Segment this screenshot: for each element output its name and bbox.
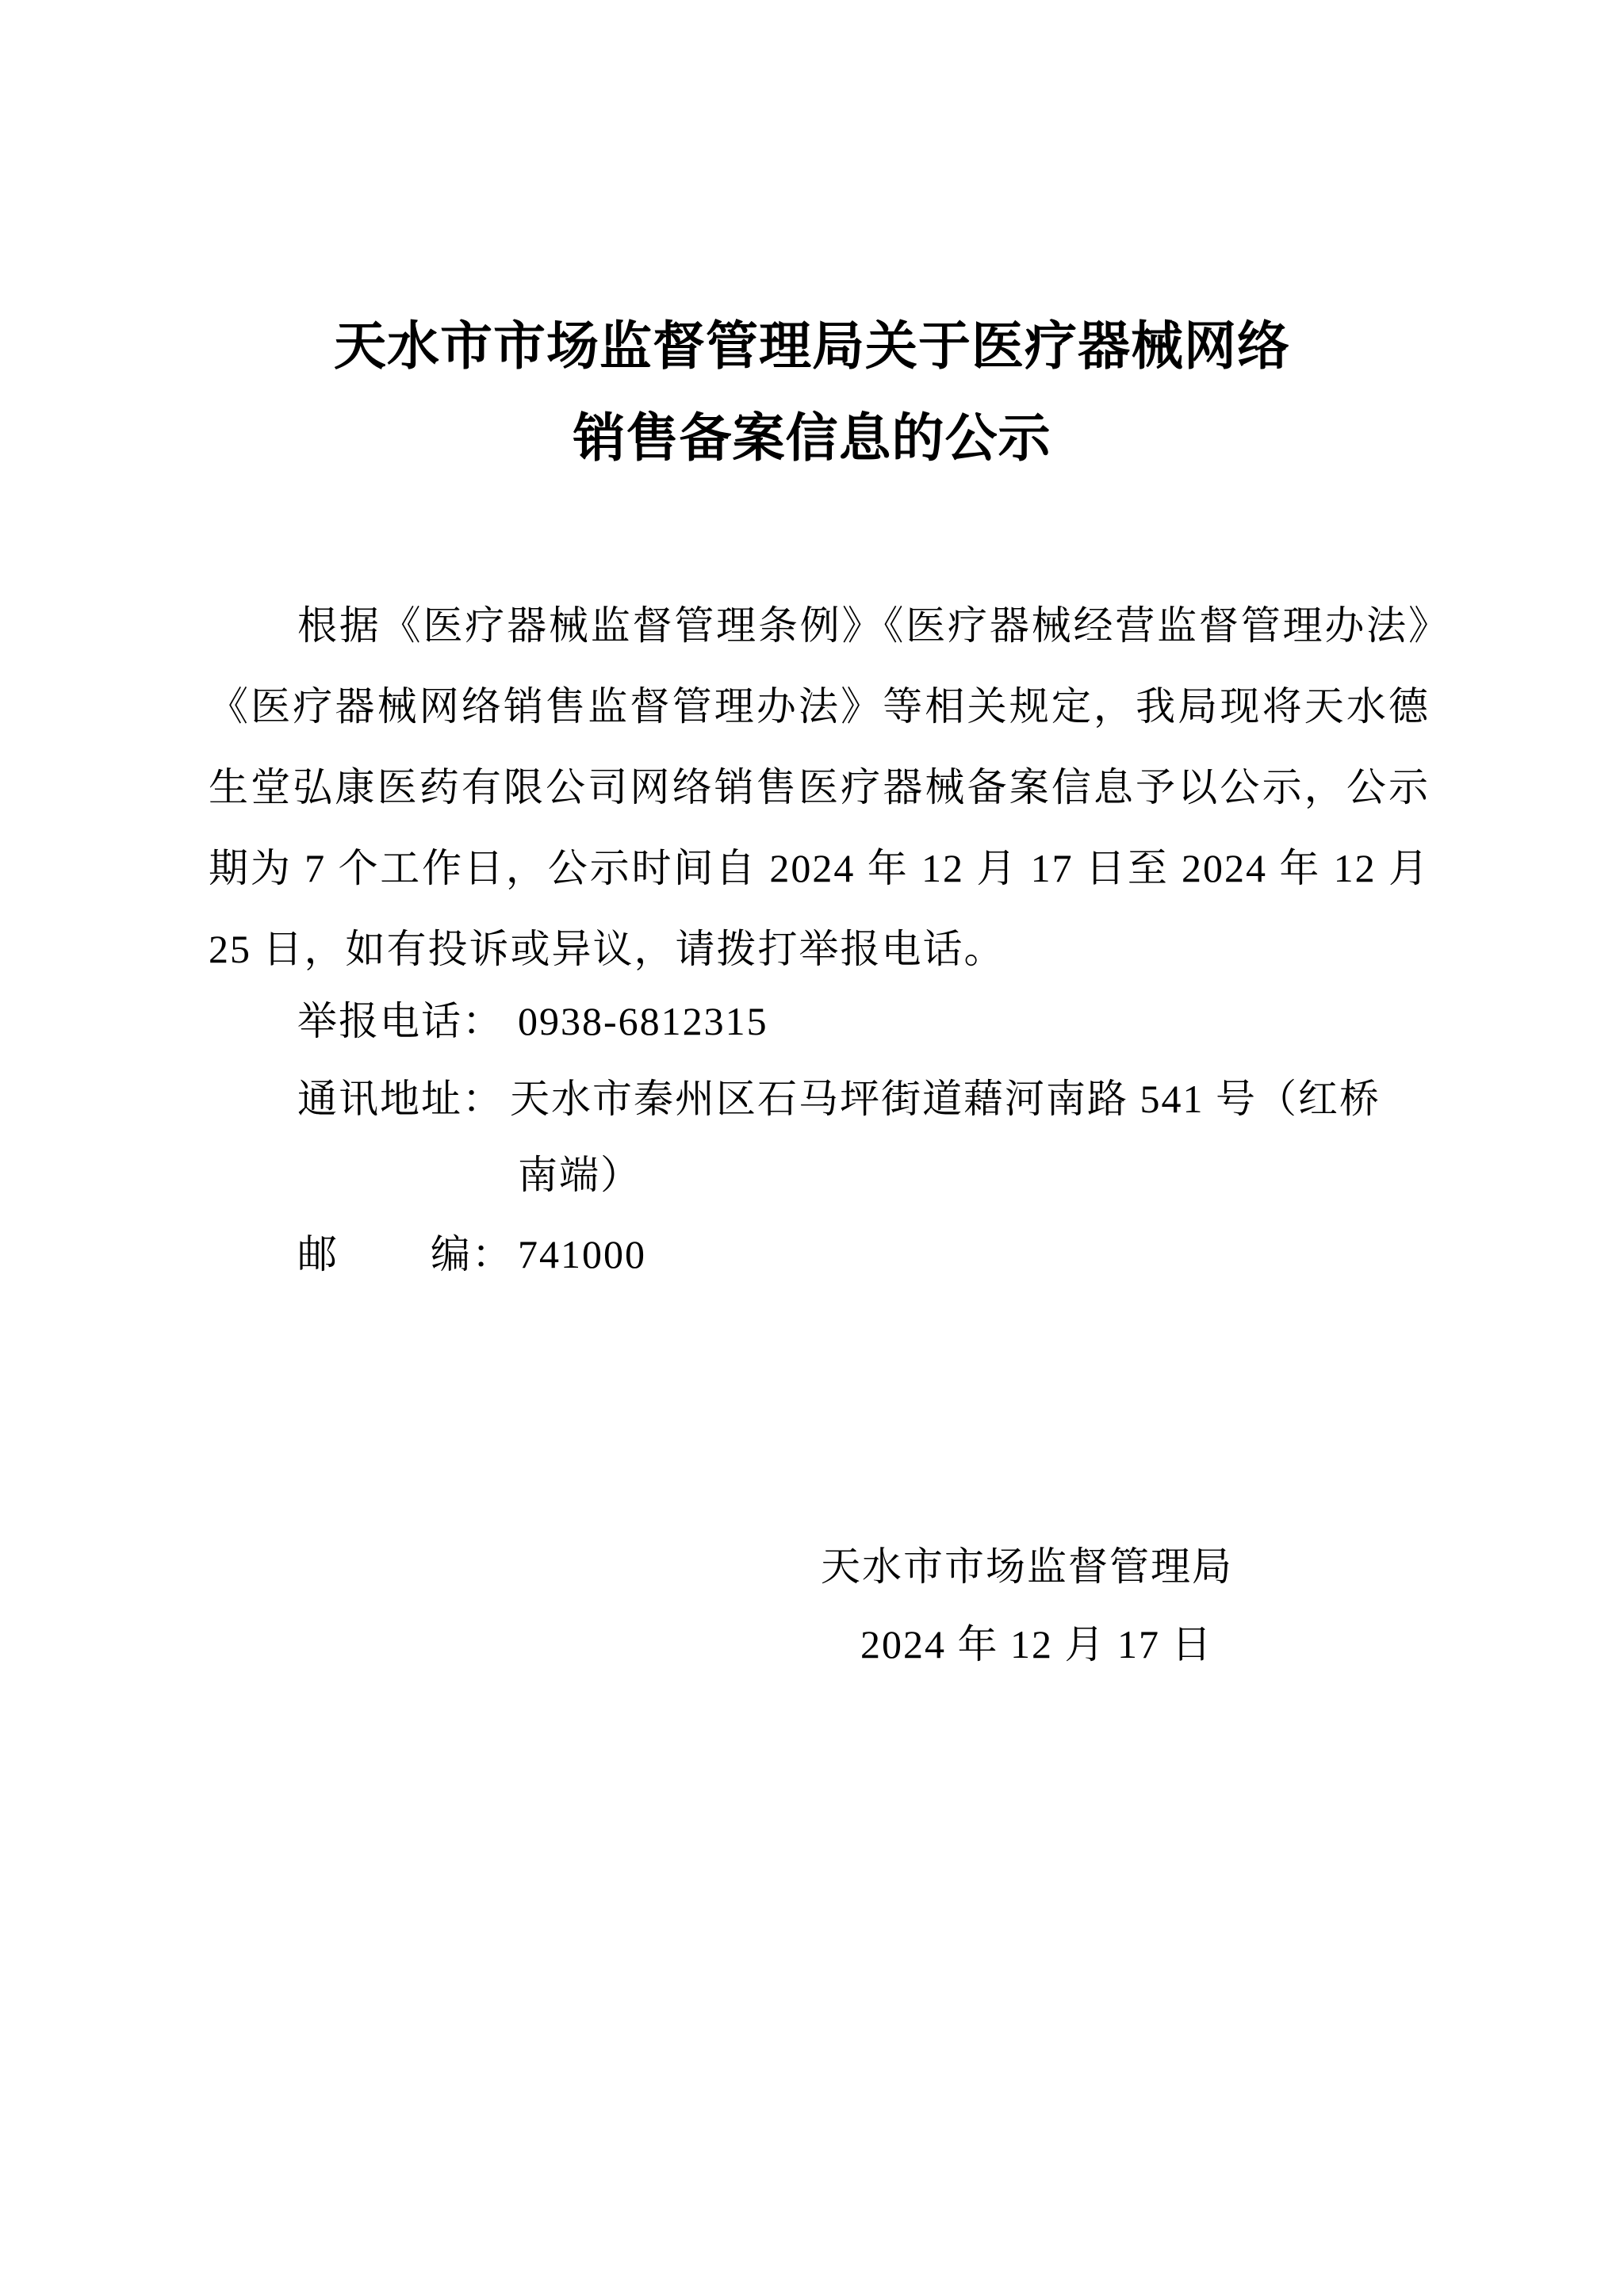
address-row xyxy=(297,1075,1487,1202)
signature-organization: 天水市市场监督管理局 xyxy=(821,1544,1233,1589)
phone-value: 0938-6812315 xyxy=(518,999,768,1043)
address-line2: 南端） xyxy=(518,1153,642,1197)
postcode-label-part1: 邮 xyxy=(297,1232,339,1276)
postcode-value: 741000 xyxy=(518,1232,646,1276)
postcode-label-part2: 编： xyxy=(431,1232,513,1276)
phone-row xyxy=(297,997,1487,1045)
signature-date: 2024 年 12 月 17 日 xyxy=(860,1622,1213,1667)
address-label: 通讯地址： xyxy=(297,1077,504,1121)
address-line1: 天水市秦州区石马坪街道藉河南路 541 号（红桥 xyxy=(510,1077,1381,1121)
postcode-row xyxy=(297,1230,1487,1278)
document-title-line2: 销售备案信息的公示 xyxy=(573,407,1051,469)
body-paragraph: 根据《医疗器械监督管理条例》《医疗器械经营监督管理办法》《医疗器械网络销售监督管理办法》等相关规定，我局现将天水德生堂弘康医药有限公司网络销售医疗器械备案信息予以公示，公示期为 7 个工作日，公示时间自 2024 年 12 月 17 日至 2024 年 12 月 25 日，如有投诉或异议，请拨打举报电话。 xyxy=(209,603,1430,971)
phone-label: 举报电话： xyxy=(297,999,504,1043)
document-title-line1: 天水市市场监督管理局关于医疗器械网络 xyxy=(334,315,1290,377)
